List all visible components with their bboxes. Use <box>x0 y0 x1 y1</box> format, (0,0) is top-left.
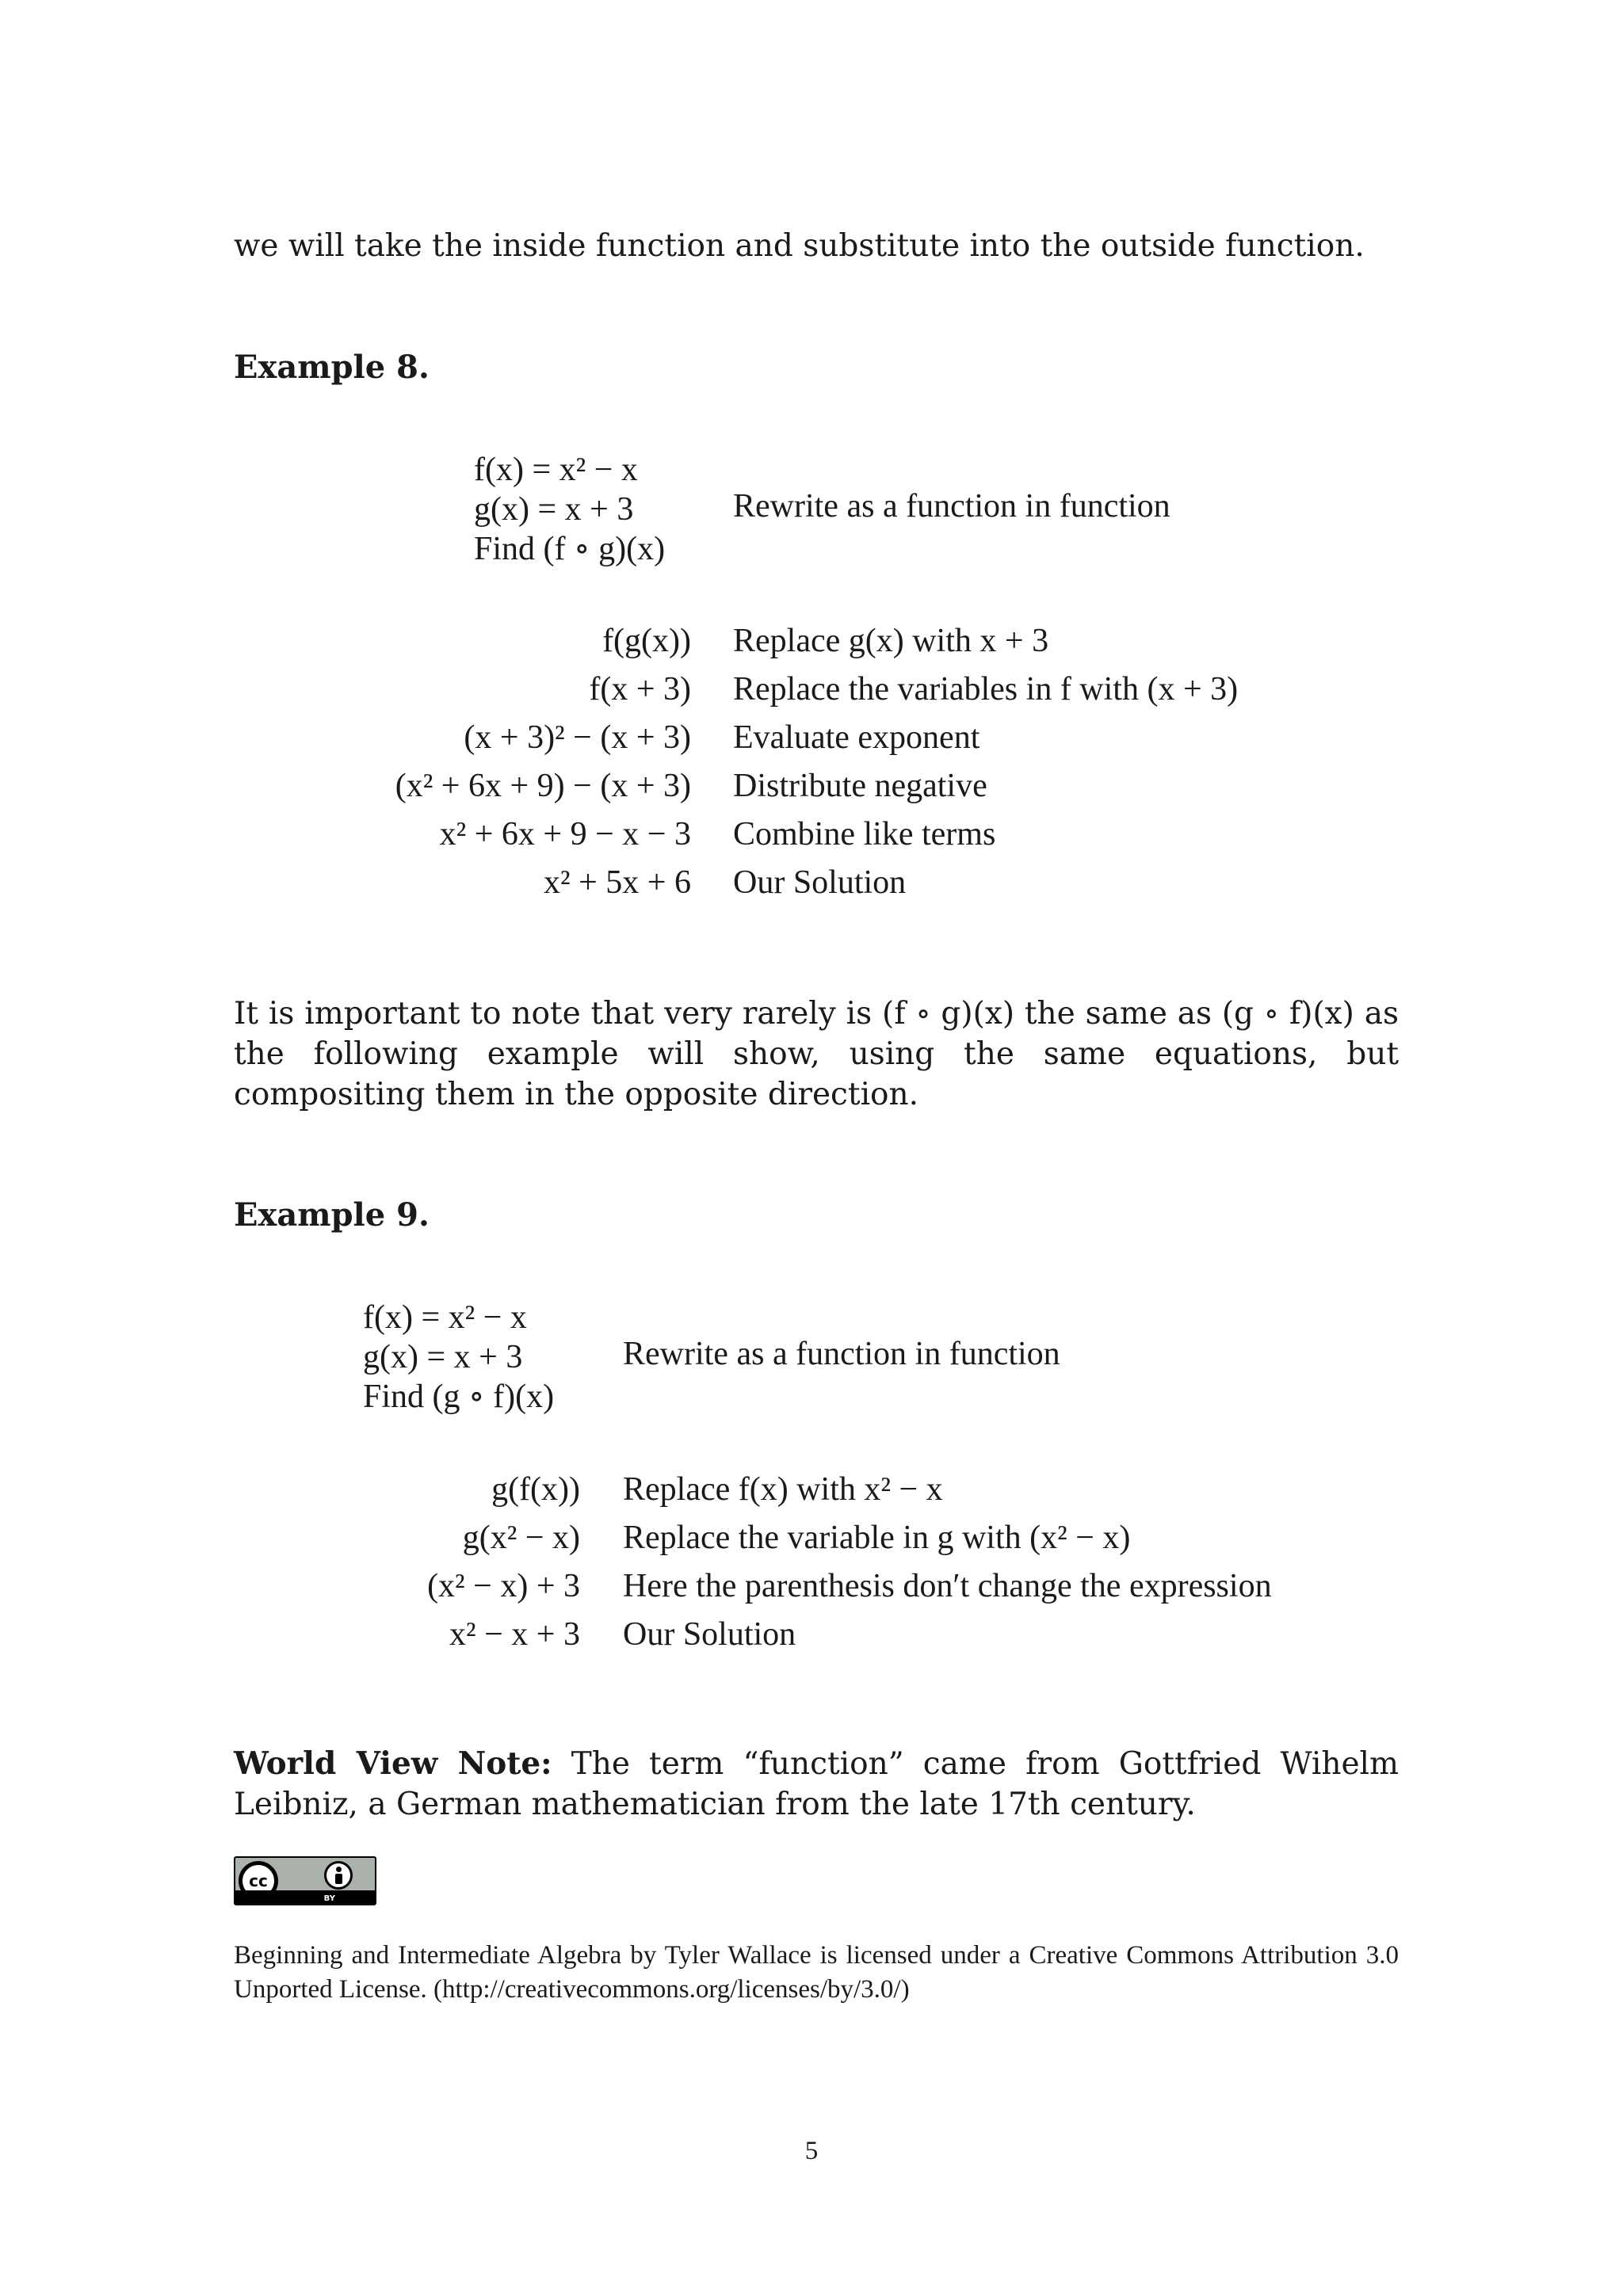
example-8-step-note: Our Solution <box>733 864 907 901</box>
example-8-step-expr: x² + 5x + 6 <box>544 864 691 901</box>
attribution-person-icon <box>324 1861 353 1890</box>
world-view-note-text: The term “function” came from Gottfried Wihelm Leibniz, a German mathematician from the late 17th century. <box>234 1746 1399 1822</box>
badge-bar <box>235 1890 375 1904</box>
world-view-note-label: World View Note: <box>234 1745 552 1782</box>
example-9-given-note: Rewrite as a function in function <box>623 1336 1060 1372</box>
example-9-step-note: Replace f(x) with x² − x <box>623 1471 943 1508</box>
example-8-step-expr: (x + 3)² − (x + 3) <box>464 719 691 756</box>
example-9-step-note: Here the parenthesis don′t change the expression <box>623 1568 1272 1604</box>
example-8-step-expr: f(x + 3) <box>589 671 691 707</box>
given-line: g(x) = x + 3 <box>363 1339 523 1375</box>
example-8-heading: Example 8. <box>234 349 430 386</box>
example-8-step-note: Combine like terms <box>733 816 996 852</box>
given-line: g(x) = x + 3 <box>474 491 634 528</box>
example-9-step-note: Replace the variable in g with (x² − x) <box>623 1520 1131 1556</box>
given-line: f(x) = x² − x <box>363 1299 527 1336</box>
cc-icon: cc <box>239 1861 278 1901</box>
license-text: Beginning and Intermediate Algebra by Tyler Wallace is licensed under a Creative Commons Attribution 3.0 Unported License. (http://creativecommons.org/licenses/by/3.0/) <box>234 1941 1399 2004</box>
example-8-given <box>474 450 665 569</box>
example-8-step-expr: f(g(x)) <box>602 623 691 659</box>
cc-by-license-badge <box>234 1856 376 1905</box>
example-9-step-expr: (x² − x) + 3 <box>427 1568 580 1604</box>
example-8-step-note: Replace g(x) with x + 3 <box>733 623 1049 659</box>
by-label: BY <box>323 1894 335 1903</box>
given-line: f(x) = x² − x <box>474 452 638 488</box>
example-8-step-expr: x² + 6x + 9 − x − 3 <box>439 816 691 852</box>
example-8-step-note: Evaluate exponent <box>733 719 980 756</box>
world-view-note <box>234 1744 1399 1825</box>
example-9-step-expr: g(f(x)) <box>491 1471 580 1508</box>
example-8-step-note: Distribute negative <box>733 768 987 804</box>
example-8-step-note: Replace the variables in f with (x + 3) <box>733 671 1239 707</box>
intro-paragraph: we will take the inside function and substitute into the outside function. <box>234 228 1365 264</box>
middle-paragraph: It is important to note that very rarely is (f ∘ g)(x) the same as (g ∘ f)(x) as the following example will show, using the same equations, but compositing them in the opposite direction. <box>234 996 1399 1112</box>
example-8-given-note: Rewrite as a function in function <box>733 488 1170 524</box>
example-9-step-note: Our Solution <box>623 1616 796 1653</box>
given-line: Find (f ∘ g)(x) <box>474 531 666 567</box>
example-9-step-expr: g(x² − x) <box>462 1520 580 1556</box>
example-8-step-expr: (x² + 6x + 9) − (x + 3) <box>395 768 691 804</box>
page-number: 5 <box>804 2137 819 2165</box>
example-9-heading: Example 9. <box>234 1196 430 1234</box>
example-9-given <box>363 1298 554 1417</box>
given-line: Find (g ∘ f)(x) <box>363 1379 555 1415</box>
example-9-step-expr: x² − x + 3 <box>449 1616 580 1653</box>
